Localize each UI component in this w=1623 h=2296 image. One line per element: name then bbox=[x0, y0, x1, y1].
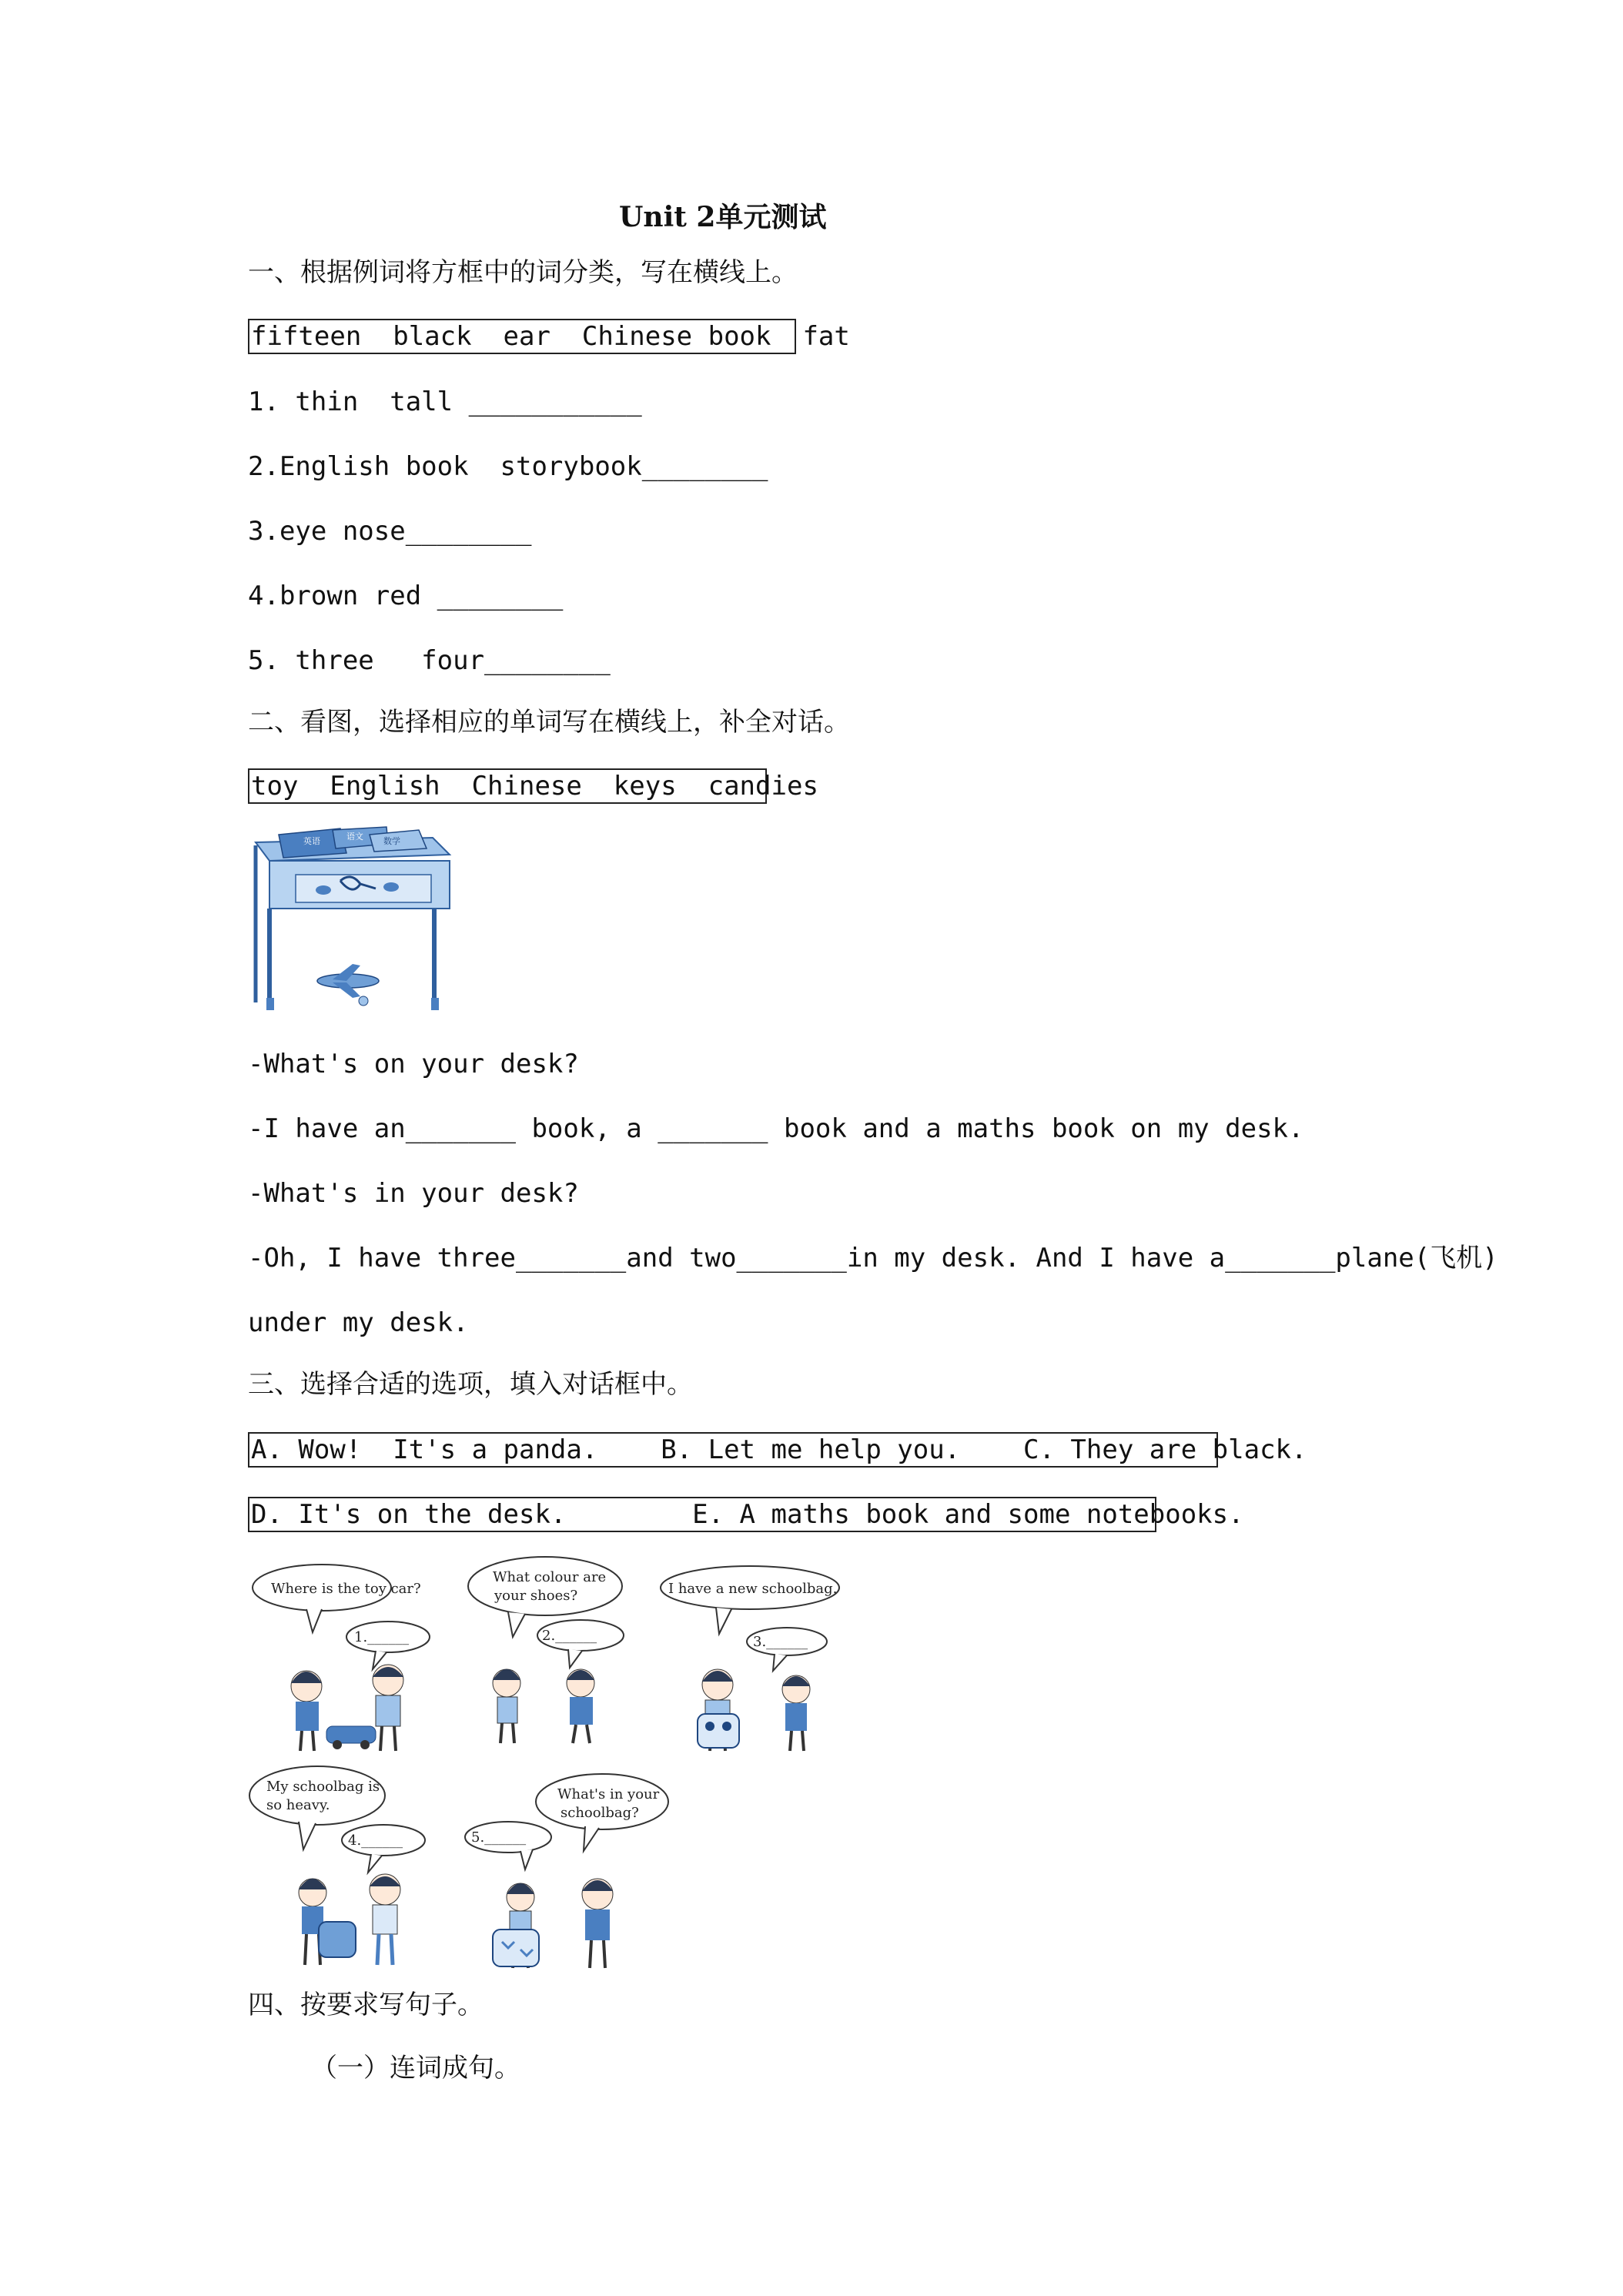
toy-car bbox=[326, 1726, 376, 1749]
scene-4-answer: 4.______ bbox=[348, 1832, 403, 1849]
section2-heading: 二、看图，选择相应的单词写在横线上，补全对话。 bbox=[248, 707, 850, 738]
desk-book-label-1: 英语 bbox=[303, 836, 320, 846]
desk-illustration bbox=[248, 827, 456, 1012]
girl-figure bbox=[782, 1675, 810, 1751]
section4-heading: 四、按要求写句子。 bbox=[248, 1990, 484, 2020]
page-title: Unit 2单元测试 bbox=[619, 201, 827, 233]
section1-item-1: 1. thin tall ___________ bbox=[248, 387, 642, 417]
dialogue-line-1: -What's on your desk? bbox=[248, 1049, 579, 1079]
section1-item-5: 5. three four________ bbox=[248, 645, 611, 676]
scene-5-question-line-1: What's in your bbox=[557, 1786, 660, 1802]
boy-figure bbox=[370, 1874, 400, 1965]
question-bubble bbox=[249, 1766, 385, 1825]
open-schoolbag bbox=[493, 1930, 539, 1966]
desk-book-label-2: 语文 bbox=[346, 832, 363, 842]
desk-book-label-3: 数学 bbox=[383, 836, 400, 846]
boy-figure bbox=[567, 1669, 594, 1743]
section1-word-box: fifteen black ear Chinese book fat bbox=[248, 319, 796, 354]
scene-3-answer: 3.______ bbox=[753, 1634, 808, 1650]
scene-5-answer: 5.______ bbox=[471, 1829, 527, 1846]
girl-figure bbox=[493, 1669, 520, 1743]
section3-heading: 三、选择合适的选项，填入对话框中。 bbox=[248, 1369, 693, 1400]
scene-1-answer: 1.______ bbox=[354, 1629, 410, 1645]
scene-1-question: Where is the toy car? bbox=[271, 1581, 421, 1597]
section2-word-box: toy English Chinese keys candies bbox=[248, 768, 767, 804]
scene-4 bbox=[248, 1763, 448, 1971]
scene-2-question-line-2: your shoes? bbox=[494, 1588, 578, 1604]
section1-item-2: 2.English book storybook________ bbox=[248, 451, 768, 482]
candy-1 bbox=[316, 885, 331, 895]
dialogue-line-4: -Oh, I have three_______and two_______in my desk. And I have a_______plane(飞机) bbox=[248, 1243, 1498, 1274]
section4-subheading: （一）连词成句。 bbox=[311, 2053, 520, 2083]
question-bubble bbox=[468, 1557, 622, 1615]
girl-figure-right bbox=[582, 1879, 613, 1968]
scene-4-question-line-2: so heavy. bbox=[266, 1797, 330, 1813]
scene-1 bbox=[251, 1563, 451, 1755]
panda-schoolbag bbox=[698, 1714, 739, 1748]
dialogue-line-2: -I have an_______ book, a _______ book and a maths book on my desk. bbox=[248, 1113, 1304, 1144]
section3-options-row-1: A. Wow! It's a panda. B. Let me help you. C. They are black. bbox=[248, 1432, 1218, 1468]
scene-2-question-line-1: What colour are bbox=[493, 1569, 607, 1585]
scene-3 bbox=[658, 1563, 858, 1755]
scene-4-question-line-1: My schoolbag is bbox=[266, 1779, 380, 1795]
girl-figure bbox=[291, 1671, 322, 1751]
scene-5-question-line-2: schoolbag? bbox=[561, 1805, 639, 1821]
section1-item-3: 3.eye nose________ bbox=[248, 516, 532, 547]
boy-figure bbox=[373, 1665, 403, 1751]
scene-5 bbox=[459, 1771, 674, 1979]
scene-2 bbox=[465, 1555, 634, 1748]
heavy-schoolbag bbox=[319, 1922, 356, 1957]
scene-2-answer: 2.______ bbox=[542, 1628, 597, 1644]
dialogue-line-3: -What's in your desk? bbox=[248, 1178, 579, 1209]
candy-2 bbox=[383, 882, 399, 892]
toy-plane bbox=[317, 964, 379, 1006]
section1-item-4: 4.brown red ________ bbox=[248, 581, 564, 611]
dialogue-line-5: under my desk. bbox=[248, 1307, 469, 1338]
section3-options-row-2: D. It's on the desk. E. A maths book and some notebooks. bbox=[248, 1497, 1156, 1532]
scene-3-question: I have a new schoolbag. bbox=[668, 1581, 838, 1597]
section1-heading: 一、根据例词将方框中的词分类，写在横线上。 bbox=[248, 257, 798, 288]
